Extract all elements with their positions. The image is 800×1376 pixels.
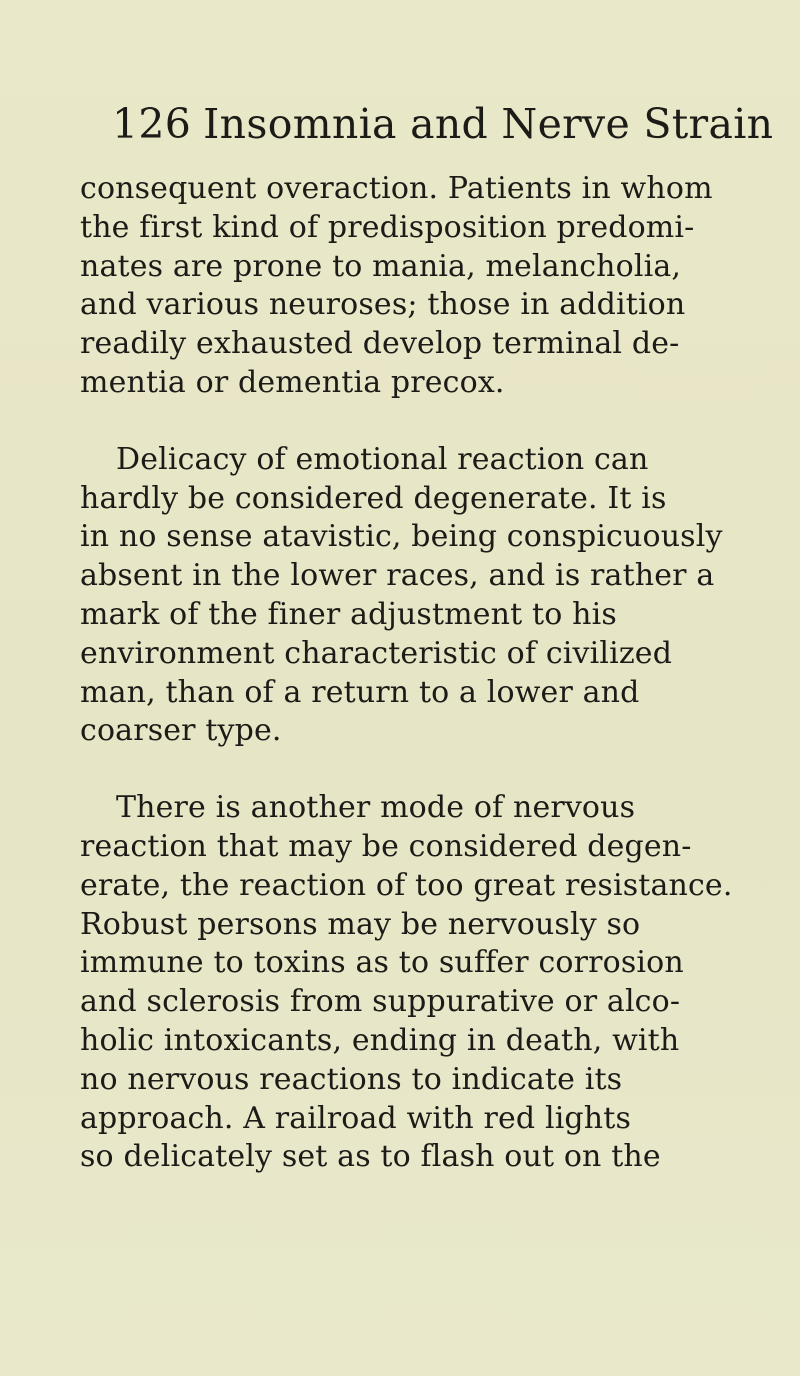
text-line: in no sense atavistic, being conspicuously [80,519,723,555]
page-number: 126 [112,100,192,148]
text-line: nates are prone to mania, melancholia, [80,248,682,284]
text-line: and various neuroses; those in addition [80,287,686,323]
text-line: no nervous reactions to indicate its [80,1061,623,1097]
text-line: Robust persons may be nervously so [80,906,641,942]
running-title: Insomnia and Nerve Strain [203,100,774,148]
text-line: coarser type. [80,713,282,749]
text-line: so delicately set as to flash out on the [80,1139,661,1175]
text-line: and sclerosis from suppurative or alco- [80,984,681,1020]
text-line: immune to toxins as to suffer corrosion [80,945,684,981]
text-line: readily exhausted develop terminal de- [80,326,680,362]
text-line: Delicacy of emotional reaction can [116,441,649,477]
text-line: reaction that may be considered degen- [80,828,692,864]
text-line: hardly be considered degenerate. It is [80,480,667,516]
text-line: holic intoxicants, ending in death, with [80,1022,680,1058]
text-line: environment characteristic of civilized [80,635,673,671]
text-line: There is another mode of nervous [116,790,636,826]
text-line: mentia or dementia precox. [80,364,505,400]
paragraph [80,441,742,751]
text-line: absent in the lower races, and is rather a [80,558,715,594]
paragraph [80,789,742,1177]
text-line: the first kind of predisposition predomi- [80,209,695,245]
text-line: consequent overaction. Patients in whom [80,171,713,206]
running-header [112,96,774,152]
text-line: erate, the reaction of too great resistance. [80,867,733,903]
text-line: man, than of a return to a lower and [80,674,640,710]
text-line: mark of the finer adjustment to his [80,596,617,632]
paragraph [80,170,742,403]
text-line: approach. A railroad with red lights [80,1100,632,1136]
